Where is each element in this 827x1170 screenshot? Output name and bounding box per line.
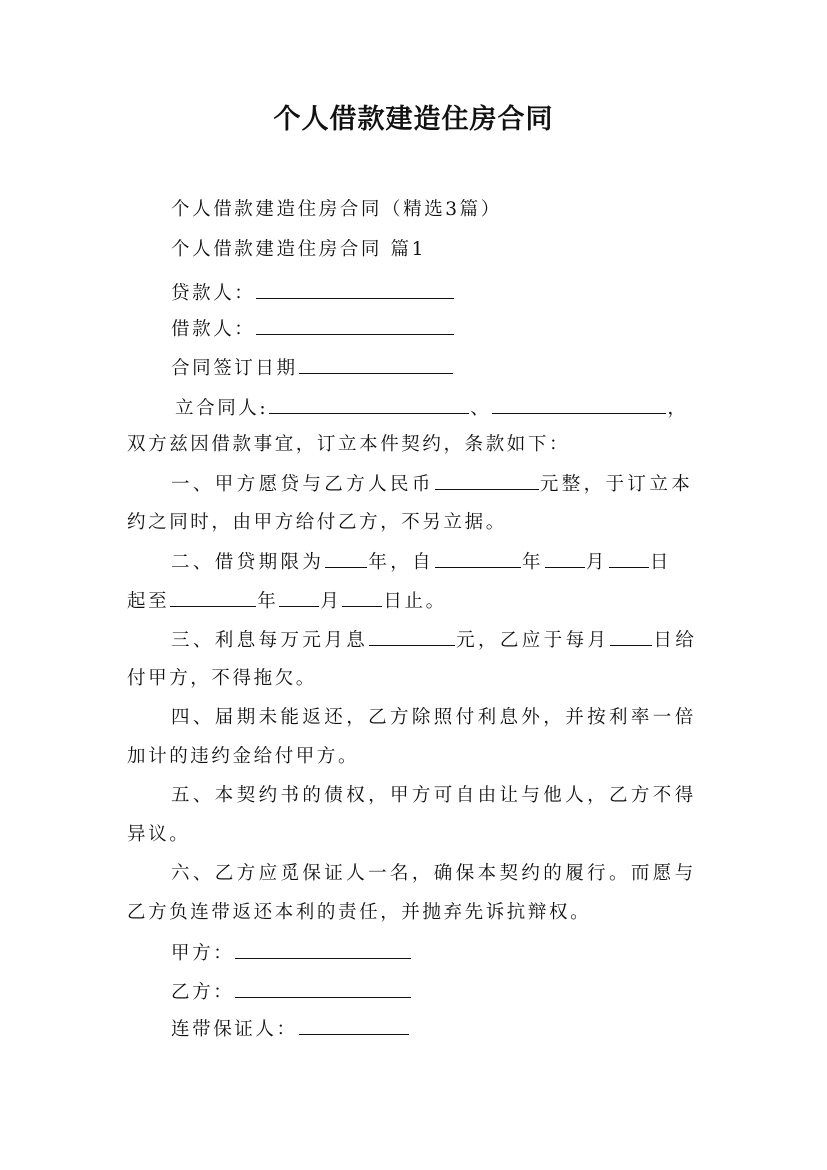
sign-date-blank [299, 355, 453, 374]
clause2-end-month-blank [279, 588, 319, 607]
parties-line [175, 395, 688, 422]
section-heading [171, 237, 426, 263]
clause3-text-a: 三、利息每万元月息 [171, 630, 369, 651]
sign-date-line [171, 355, 454, 382]
clause2-line2-text-c: 月 [320, 591, 342, 612]
clause2-text-d: 月 [585, 552, 608, 573]
section-heading-text: 个人借款建造住房合同 篇1 [171, 239, 426, 260]
clause4-text-line1: 四、届期未能返还，乙方除照付利息外，并按利率一倍 [171, 707, 697, 728]
guarantor-blank [299, 1016, 409, 1035]
clause3-text-c: 日给 [653, 630, 698, 651]
borrower-label: 借款人： [171, 319, 256, 340]
clause4-text-line2: 加计的违约金给付甲方。 [127, 746, 360, 767]
clause2-line2-text-d: 日止。 [383, 591, 447, 612]
clause2-line1 [171, 549, 672, 576]
clause5-line1 [171, 783, 697, 809]
parties-intro: 双方兹因借款事宜，订立本件契约，条款如下： [127, 434, 571, 455]
clause1-amount-blank [435, 471, 539, 490]
clause2-start-year-blank [435, 549, 521, 568]
party-b-label: 乙方： [171, 982, 235, 1003]
clause2-years-blank [325, 549, 367, 568]
clause2-end-day-blank [342, 588, 382, 607]
parties-line-2 [127, 432, 570, 458]
parties-comma: ， [667, 398, 689, 419]
clause6-text-line2: 乙方负连带返还本利的责任，并抛弃先诉抗辩权。 [127, 902, 592, 923]
party-a-blank [235, 940, 411, 959]
clause3-interest-blank [369, 627, 455, 646]
clause2-text-a: 二、借贷期限为 [171, 552, 325, 573]
clause2-start-month-blank [545, 549, 585, 568]
party-a-signature-line [171, 940, 412, 967]
clause1-text-b: 元整，于订立本 [539, 474, 694, 495]
clause4-line1 [171, 705, 697, 731]
parties-label: 立合同人: [175, 398, 269, 419]
clause2-line2 [127, 588, 447, 615]
clause2-line2-text-a: 起至 [127, 591, 170, 612]
party-b-blank [235, 979, 411, 998]
clause6-line2 [127, 900, 591, 926]
clause2-text-e: 日 [649, 552, 672, 573]
clause3-text-b: 元，乙应于每月 [456, 630, 610, 651]
borrower-blank [256, 316, 454, 335]
parties-separator: 、 [470, 398, 492, 419]
lender-blank [256, 280, 454, 299]
clause1-text-line2: 约之同时，由甲方给付乙方，不另立据。 [127, 512, 507, 533]
sign-date-label: 合同签订日期 [171, 358, 298, 379]
clause3-text-line2: 付甲方，不得拖欠。 [127, 668, 317, 689]
guarantor-label: 连带保证人： [171, 1019, 298, 1040]
clause2-start-day-blank [609, 549, 649, 568]
clause2-text-b: 年，自 [368, 552, 435, 573]
clause6-text-line1: 六、乙方应觅保证人一名，确保本契约的履行。而愿与 [171, 863, 697, 884]
party1-blank [269, 395, 469, 414]
clause1-line1 [171, 471, 693, 498]
borrower-line [171, 316, 455, 343]
clause2-end-year-blank [170, 588, 256, 607]
party-b-signature-line [171, 979, 412, 1006]
guarantor-signature-line [171, 1016, 410, 1043]
party-a-label: 甲方： [171, 943, 235, 964]
party2-blank [492, 395, 666, 414]
clause6-line1 [171, 861, 697, 887]
lender-label: 贷款人： [171, 283, 256, 304]
clause5-line2 [127, 822, 190, 848]
document-title: 个人借款建造住房合同 [273, 104, 554, 135]
clause5-text-line1: 五、本契约书的债权，甲方可自由让与他人，乙方不得 [171, 785, 697, 806]
clause4-line2 [127, 744, 359, 770]
clause3-line2 [127, 666, 317, 692]
clause2-line2-text-b: 年 [257, 591, 279, 612]
clause2-text-c: 年 [522, 552, 544, 573]
clause1-line2 [127, 510, 507, 536]
clause3-day-blank [610, 627, 652, 646]
clause3-line1 [171, 627, 697, 654]
clause5-text-line2: 异议。 [127, 824, 191, 845]
subtitle-text: 个人借款建造住房合同（精选3篇） [171, 199, 502, 220]
subtitle [171, 197, 502, 223]
lender-line [171, 280, 455, 307]
clause1-text-a: 一、甲方愿贷与乙方人民币 [171, 474, 434, 495]
